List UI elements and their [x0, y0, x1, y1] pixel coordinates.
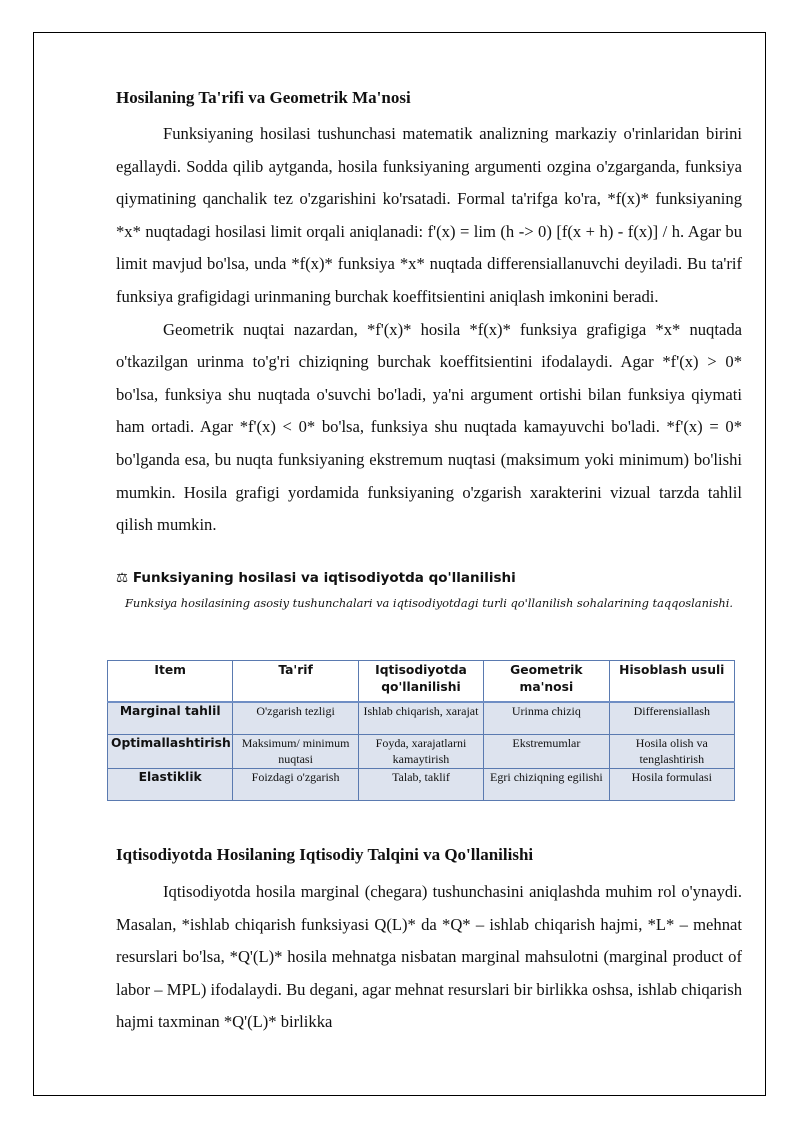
table-cell: Egri chiziqning egilishi: [484, 769, 609, 801]
table-subtitle: Funksiya hosilasining asosiy tushunchalari va iqtisodiyotdagi turli qo'llanilish sohalarining taqqoslanishi.: [124, 595, 734, 610]
section-heading: Hosilaning Ta'rifi va Geometrik Ma'nosi: [116, 88, 411, 107]
paragraph-economics: Iqtisodiyotda hosila marginal (chegara) tushunchasini aniqlashda muhim rol o'ynaydi. Masalan, *ishlab chiqarish funksiyasi Q(L)* da *Q* – ishlab chiqarish hajmi, *L* – mehnat resurslari bo'lsa, *Q'(L)* hosila mehnatga nisbatan marginal mahsulotni (marginal product of labor – MPL) ifodalaydi. Bu degani, agar mehnat resurslari bir birlikka oshsa, ishlab chiqarish hajmi taxminan *Q'(L)* birlikka: [116, 882, 742, 1032]
table-cell: Ekstremumlar: [484, 735, 609, 769]
table-cell: Talab, taklif: [358, 769, 483, 801]
table-caption: [116, 569, 742, 587]
table-cell: Foizdagi o'zgarish: [233, 769, 358, 801]
table-header-row: [108, 661, 735, 703]
table-cell: Urinma chiziq: [484, 702, 609, 735]
section-heading: Iqtisodiyotda Hosilaning Iqtisodiy Talqini va Qo'llanilishi: [116, 845, 534, 864]
table-cell: Maksimum/ minimum nuqtasi: [233, 735, 358, 769]
table-cell: Hosila formulasi: [609, 769, 734, 801]
column-header: Hisoblash usuli: [609, 661, 734, 703]
table-caption-text: Funksiyaning hosilasi va iqtisodiyotda qo'llanilishi: [132, 569, 516, 586]
row-label: Optimallashtirish: [108, 735, 233, 769]
row-label: Elastiklik: [108, 769, 233, 801]
column-header: Item: [108, 661, 233, 703]
scales-icon: ⚖: [116, 569, 129, 586]
table-row: [108, 702, 735, 735]
column-header: Geometrik ma'nosi: [484, 661, 609, 703]
paragraph-definition: Funksiyaning hosilasi tushunchasi matematik analizning markaziy o'rinlaridan birini egallaydi. Sodda qilib aytganda, hosila funksiyaning argumenti ozgina o'zgarganda, funksiya qiymatining qanchalik tez o'zgarishini ko'rsatadi. Formal ta'rifga ko'ra, *f(x)* funksiyaning *x* nuqtadagi hosilasi limit orqali aniqlanadi: f'(x) = lim (h -> 0) [f(x + h) - f(x)] / h. Agar bu limit mavjud bo'lsa, unda *f(x)* funksiya *x* nuqtada differensiallanuvchi deyiladi. Bu ta'rif funksiya grafigidagi urinmaning burchak koeffitsientini aniqlash imkonini beradi.: [116, 124, 742, 306]
paragraph-geometric: Geometrik nuqtai nazardan, *f'(x)* hosila *f(x)* funksiya grafigiga *x* nuqtada o'tkazilgan urinma to'g'ri chiziqning burchak koeffitsientini ifodalaydi. Agar *f'(x) > 0* bo'lsa, funksiya shu nuqtada o'suvchi bo'ladi, ya'ni argument ortishi bilan funksiya qiymati ham ortadi. Agar *f'(x) < 0* bo'lsa, funksiya shu nuqtada kamayuvchi bo'ladi. *f'(x) = 0* bo'lganda esa, bu nuqta funksiyaning ekstremum nuqtasi (maksimum yoki minimum) bo'lishi mumkin. Hosila grafigi yordamida funksiyaning o'zgarish xarakterini vizual tarzda tahlil qilish mumkin.: [116, 319, 742, 535]
column-header: Iqtisodiyotda qo'llanilishi: [358, 661, 483, 703]
row-label: Marginal tahlil: [108, 702, 233, 735]
column-header: Ta'rif: [233, 661, 358, 703]
table-cell: Ishlab chiqarish, xarajat: [358, 702, 483, 735]
table-cell: O'zgarish tezligi: [233, 702, 358, 735]
section-definition: [116, 86, 742, 611]
table-row: [108, 769, 735, 801]
comparison-table: [107, 660, 735, 801]
table-row: [108, 735, 735, 769]
table-cell: Differensiallash: [609, 702, 734, 735]
table-cell: Hosila olish va tenglashtirish: [609, 735, 734, 769]
section-economics: [116, 843, 742, 1039]
table-cell: Foyda, xarajatlarni kamaytirish: [358, 735, 483, 769]
